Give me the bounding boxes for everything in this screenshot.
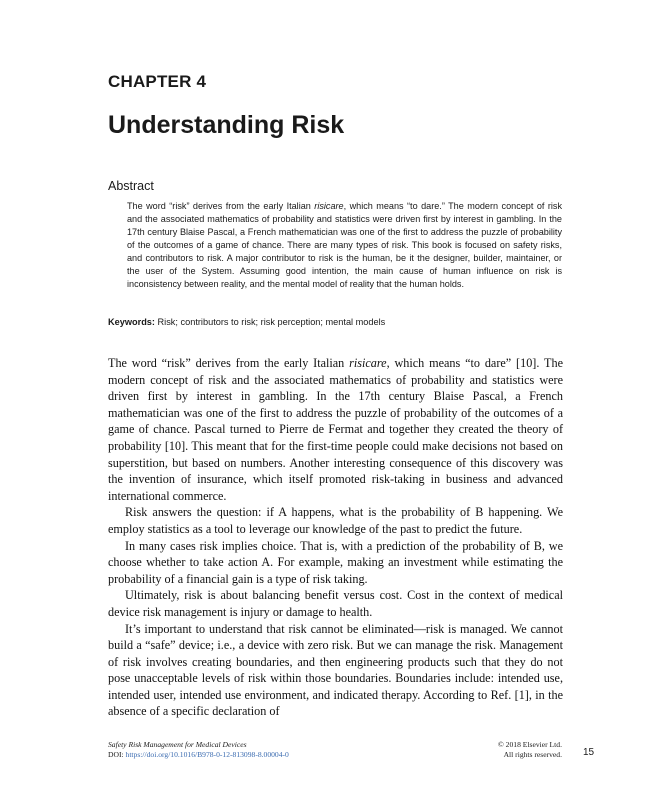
footer-doi bbox=[108, 750, 289, 760]
keywords-label: Keywords: bbox=[108, 317, 155, 327]
footer-left bbox=[108, 740, 289, 760]
doi-link[interactable]: https://doi.org/10.1016/B978-0-12-813098-8.00004-0 bbox=[125, 750, 289, 759]
footer-rights: All rights reserved. bbox=[503, 750, 562, 759]
footer-copyright: © 2018 Elsevier Ltd. bbox=[498, 740, 562, 749]
body-italic-word: risicare bbox=[349, 356, 387, 370]
abstract-text bbox=[127, 200, 562, 291]
chapter-title: Understanding Risk bbox=[108, 111, 345, 139]
keywords-value: Risk; contributors to risk; risk perception; mental models bbox=[154, 317, 386, 327]
body-text-part: , which means “to dare” [10]. The modern concept of risk and the associated mathematics of probability and statistics were driven first by interest in gambling. In the 17th century Blaise Pascal, a French mathematician was one of the first to address the puzzle of probability of the outcomes of a game of chance. Pascal turned to Pierre de Fermat and together they created the theory of probability [10]. This meant that for the first-time people could make decisions not based on superstition, but based on numbers. Another interesting consequence of this discovery was the invention of insurance, which itself promoted risk-taking in business and advanced international commerce. bbox=[108, 356, 563, 503]
keywords bbox=[108, 316, 568, 329]
abstract-heading: Abstract bbox=[108, 179, 154, 193]
doi-label: DOI: bbox=[108, 750, 126, 759]
body-paragraph-4: Ultimately, risk is about balancing benefit versus cost. Cost in the context of medical device risk management is injury or damage to health. bbox=[108, 588, 563, 619]
body-paragraph-3: In many cases risk implies choice. That is, with a prediction of the probability of B, we choose whether to take action A. For example, making an investment while estimating the probability of a financial gain is a type of risk taking. bbox=[108, 538, 563, 586]
footer-book-title: Safety Risk Management for Medical Devices bbox=[108, 740, 247, 749]
chapter-label: CHAPTER 4 bbox=[108, 72, 207, 91]
body-text bbox=[108, 355, 563, 720]
abstract-italic-word: risicare bbox=[314, 201, 344, 211]
body-paragraph-5: It’s important to understand that risk cannot be eliminated—risk is managed. We cannot build a “safe” device; i.e., a device with zero risk. But we can manage the risk. Management of risk involves creating boundaries, and then engineering products such that they do not pose unacceptable levels of risk within those boundaries. Boundaries include: intended use, intended user, intended use environment, and indicated therapy. According to Ref. [1], in the absence of a specific declaration of bbox=[108, 621, 563, 719]
abstract-text-part: The word “risk” derives from the early Italian bbox=[127, 201, 315, 211]
body-paragraph-1 bbox=[108, 355, 563, 504]
body-text-part: The word “risk” derives from the early Italian bbox=[108, 356, 350, 370]
abstract-text-part: , which means “to dare.” The modern concept of risk and the associated mathematics of probability and statistics were driven first by interest in gambling. In the 17th century Blaise Pascal, a French mathematician was one of the first to address the puzzle of probability of the outcomes of a game of chance. There are many types of risk. This book is focused on safety risks, and contributors to risk. A major contributor to risk is the human, be it the designer, builder, maintainer, or the user of the System. Assuming good intention, the main cause of human influence on risk is inconsistency between reality, and the mental model of reality that the human holds. bbox=[127, 201, 562, 289]
page-number: 15 bbox=[583, 747, 595, 758]
body-paragraph-2: Risk answers the question: if A happens, what is the probability of B happening. We employ statistics as a tool to leverage our knowledge of the past to predict the future. bbox=[108, 505, 563, 536]
footer-right bbox=[470, 740, 562, 760]
